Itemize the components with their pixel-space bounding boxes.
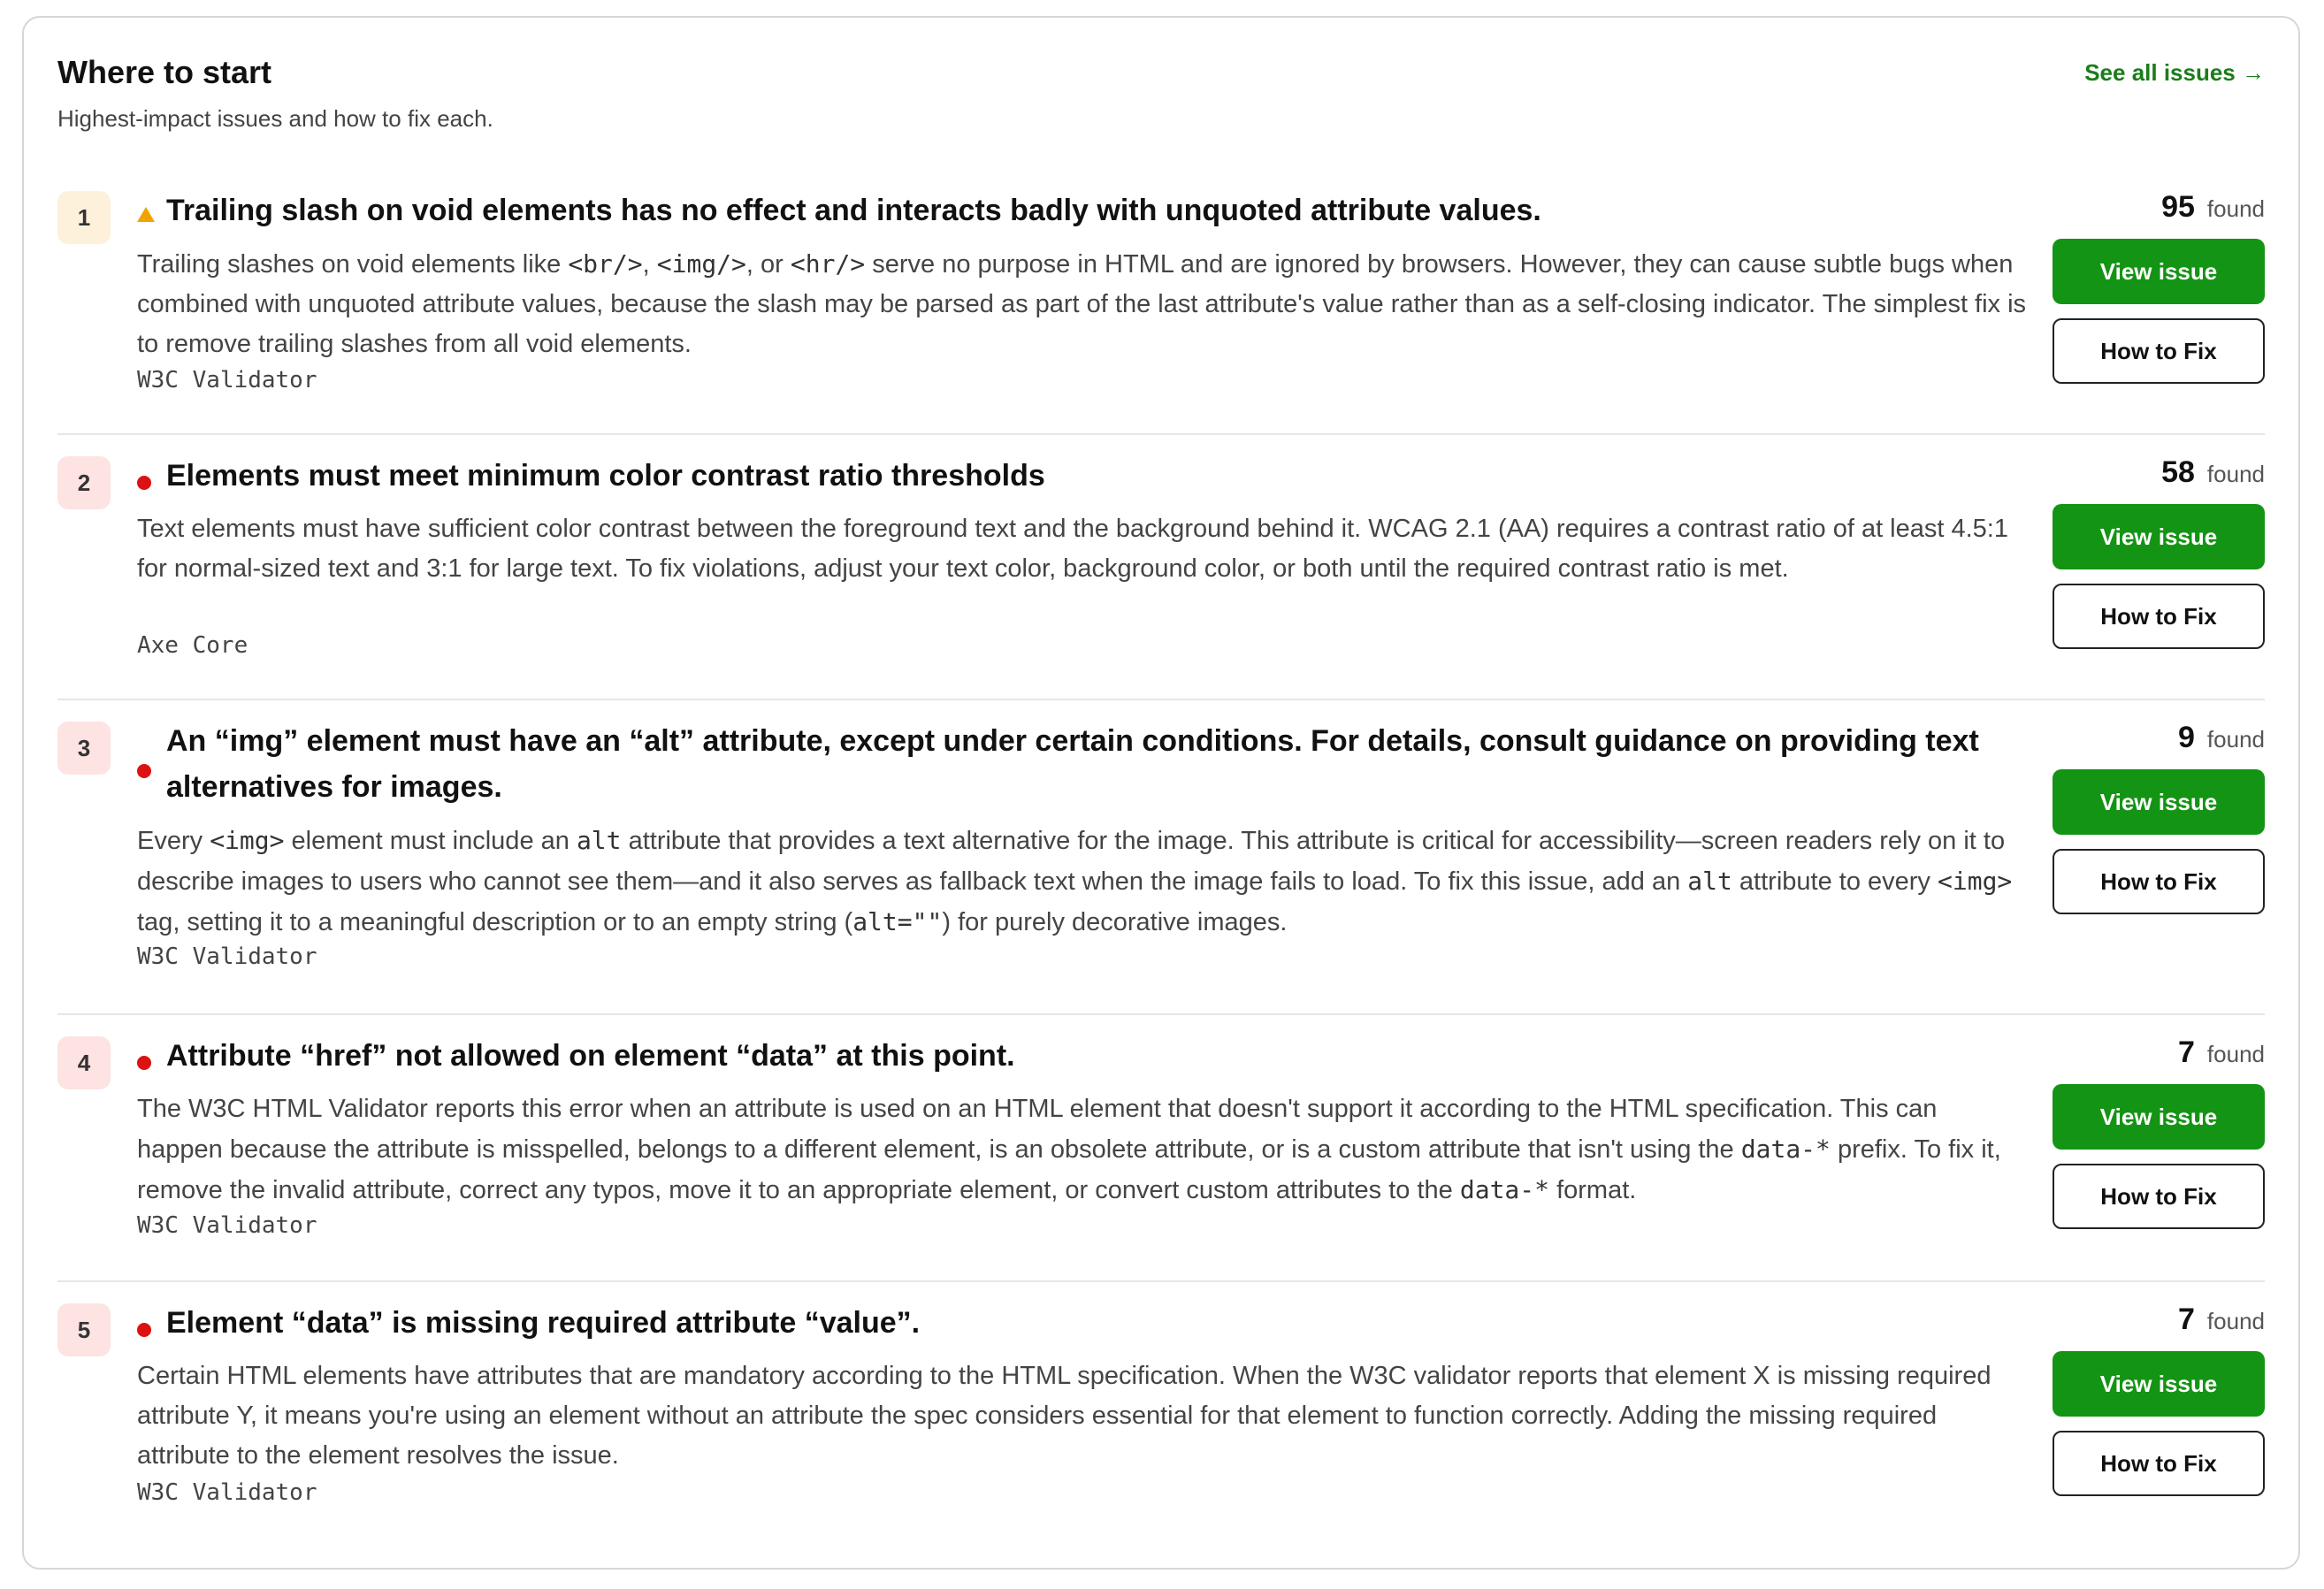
inline-code: data-* <box>1740 1134 1831 1164</box>
issue-source: W3C Validator <box>137 1212 317 1239</box>
view-issue-button[interactable]: View issue <box>2053 1351 2265 1417</box>
view-issue-button[interactable]: View issue <box>2053 504 2265 569</box>
card-title: Where to start <box>57 54 272 90</box>
description-text: Every <box>137 827 210 855</box>
issue-rank-badge: 1 <box>57 191 111 244</box>
issue-description <box>137 821 2030 943</box>
issue-count-value: 9 <box>2178 721 2195 754</box>
inline-code: alt="" <box>852 907 943 936</box>
issue-rank-badge: 4 <box>57 1036 111 1089</box>
card-subtitle: Highest-impact issues and how to fix each. <box>57 105 493 132</box>
issue-count <box>2035 720 2265 757</box>
issue-rank-badge: 2 <box>57 456 111 509</box>
found-label: found <box>2206 726 2265 752</box>
issue-title: An “img” element must have an “alt” attribute, except under certain conditions. For details, consult guidance on providing text alternatives for images. <box>166 724 1979 804</box>
view-issue-button[interactable]: View issue <box>2053 1084 2265 1150</box>
description-text: Text elements must have sufficient color contrast between the foreground text and the background behind it. WCAG 2.1 (AA) requires a contrast ratio of at least 4.5:1 for normal-sized text and 3:1 for large text. To fix violations, adjust your text color, background color, or both until the required contrast ratio is met. <box>137 515 2008 583</box>
where-to-start-card <box>22 16 2300 1570</box>
inline-code: alt <box>576 826 622 855</box>
issue-description <box>137 1089 2030 1211</box>
issue-description <box>137 1356 2030 1476</box>
issue-row <box>57 1015 2265 1282</box>
warning-triangle-icon <box>137 207 155 222</box>
description-text: Certain HTML elements have attributes that are mandatory according to the HTML specification. When the W3C validator reports that element X is missing required attribute Y, it means you're using an element without an attribute the spec considers essential for that element to function correctly. Adding the missing required attribute to the element resolves the issue. <box>137 1362 1991 1470</box>
description-text: prefix. To fix it, remove the invalid attribute, correct any typos, move it to an appropriate element, or convert custom attributes to the <box>137 1135 2001 1204</box>
issue-source: W3C Validator <box>137 943 317 970</box>
issue-count-value: 95 <box>2161 190 2195 224</box>
inline-code: <img> <box>210 826 285 855</box>
issue-source: W3C Validator <box>137 367 317 393</box>
description-text: attribute to every <box>1732 867 1938 896</box>
description-text: ) for purely decorative images. <box>942 908 1288 936</box>
inline-code: alt <box>1687 867 1732 896</box>
issue-description <box>137 509 2030 589</box>
description-text: The W3C HTML Validator reports this error when an attribute is used on an HTML element that doesn't support it according to the HTML specification. This can happen because the attribute is misspelled, belongs to a different element, is an obsolete attribute, or is a custom attribute that isn't using the <box>137 1095 1938 1164</box>
card-header <box>57 53 2265 133</box>
description-text: tag, setting it to a meaningful description or to an empty string ( <box>137 908 853 936</box>
issue-count <box>2035 1302 2265 1339</box>
issue-title: Element “data” is missing required attribute “value”. <box>166 1306 921 1340</box>
error-dot-icon <box>137 764 151 778</box>
how-to-fix-button[interactable]: How to Fix <box>2053 1431 2265 1496</box>
inline-code: <img/> <box>656 249 746 279</box>
description-text: attribute that provides a text alternative for the image. This attribute is critical for accessibility—screen readers rely on it to describe images to users who cannot see them—and it also serves as fallback text when the image fails to load. To fix this issue, add an <box>137 827 2006 896</box>
found-label: found <box>2206 195 2265 222</box>
issue-rank-badge: 5 <box>57 1303 111 1356</box>
issue-source: W3C Validator <box>137 1479 317 1506</box>
description-text: , <box>642 250 657 279</box>
issue-row <box>57 700 2265 1015</box>
issue-source: Axe Core <box>137 632 248 659</box>
description-text: , or <box>745 250 791 279</box>
error-dot-icon <box>137 476 151 490</box>
view-issue-button[interactable]: View issue <box>2053 769 2265 835</box>
issue-description <box>137 244 2030 364</box>
issue-row <box>57 170 2265 435</box>
description-text: Trailing slashes on void elements like <box>137 250 569 279</box>
found-label: found <box>2206 1041 2265 1067</box>
description-text: format. <box>1549 1176 1637 1204</box>
how-to-fix-button[interactable]: How to Fix <box>2053 318 2265 384</box>
description-text: serve no purpose in HTML and are ignored by browsers. However, they can cause subtle bugs when combined with unquoted attribute values, because the slash may be parsed as part of the last attribute's value rather than as a self-closing indicator. The simplest fix is to remove trailing slashes from all void elements. <box>137 250 2027 358</box>
how-to-fix-button[interactable]: How to Fix <box>2053 584 2265 649</box>
found-label: found <box>2206 461 2265 487</box>
issue-count <box>2035 455 2265 492</box>
how-to-fix-button[interactable]: How to Fix <box>2053 849 2265 914</box>
inline-code: <br/> <box>568 249 643 279</box>
issue-row <box>57 435 2265 700</box>
inline-code: <img> <box>1938 867 2013 896</box>
issue-count-value: 7 <box>2178 1303 2195 1336</box>
issue-title: Attribute “href” not allowed on element “data” at this point. <box>166 1039 1015 1073</box>
issue-count <box>2035 1035 2265 1072</box>
issue-rank-badge: 3 <box>57 722 111 775</box>
error-dot-icon <box>137 1323 151 1337</box>
see-all-issues-link[interactable]: See all issues → <box>2084 59 2265 86</box>
how-to-fix-button[interactable]: How to Fix <box>2053 1164 2265 1229</box>
issue-count-value: 58 <box>2161 455 2195 489</box>
view-issue-button[interactable]: View issue <box>2053 239 2265 304</box>
issue-title: Trailing slash on void elements has no effect and interacts badly with unquoted attribute values. <box>166 194 1541 227</box>
inline-code: data-* <box>1459 1175 1550 1204</box>
error-dot-icon <box>137 1056 151 1070</box>
found-label: found <box>2206 1308 2265 1334</box>
issue-count-value: 7 <box>2178 1035 2195 1069</box>
issue-row <box>57 1282 2265 1565</box>
inline-code: <hr/> <box>790 249 866 279</box>
description-text: element must include an <box>284 827 577 855</box>
issue-count <box>2035 189 2265 226</box>
issue-title: Elements must meet minimum color contrast ratio thresholds <box>166 459 1045 493</box>
